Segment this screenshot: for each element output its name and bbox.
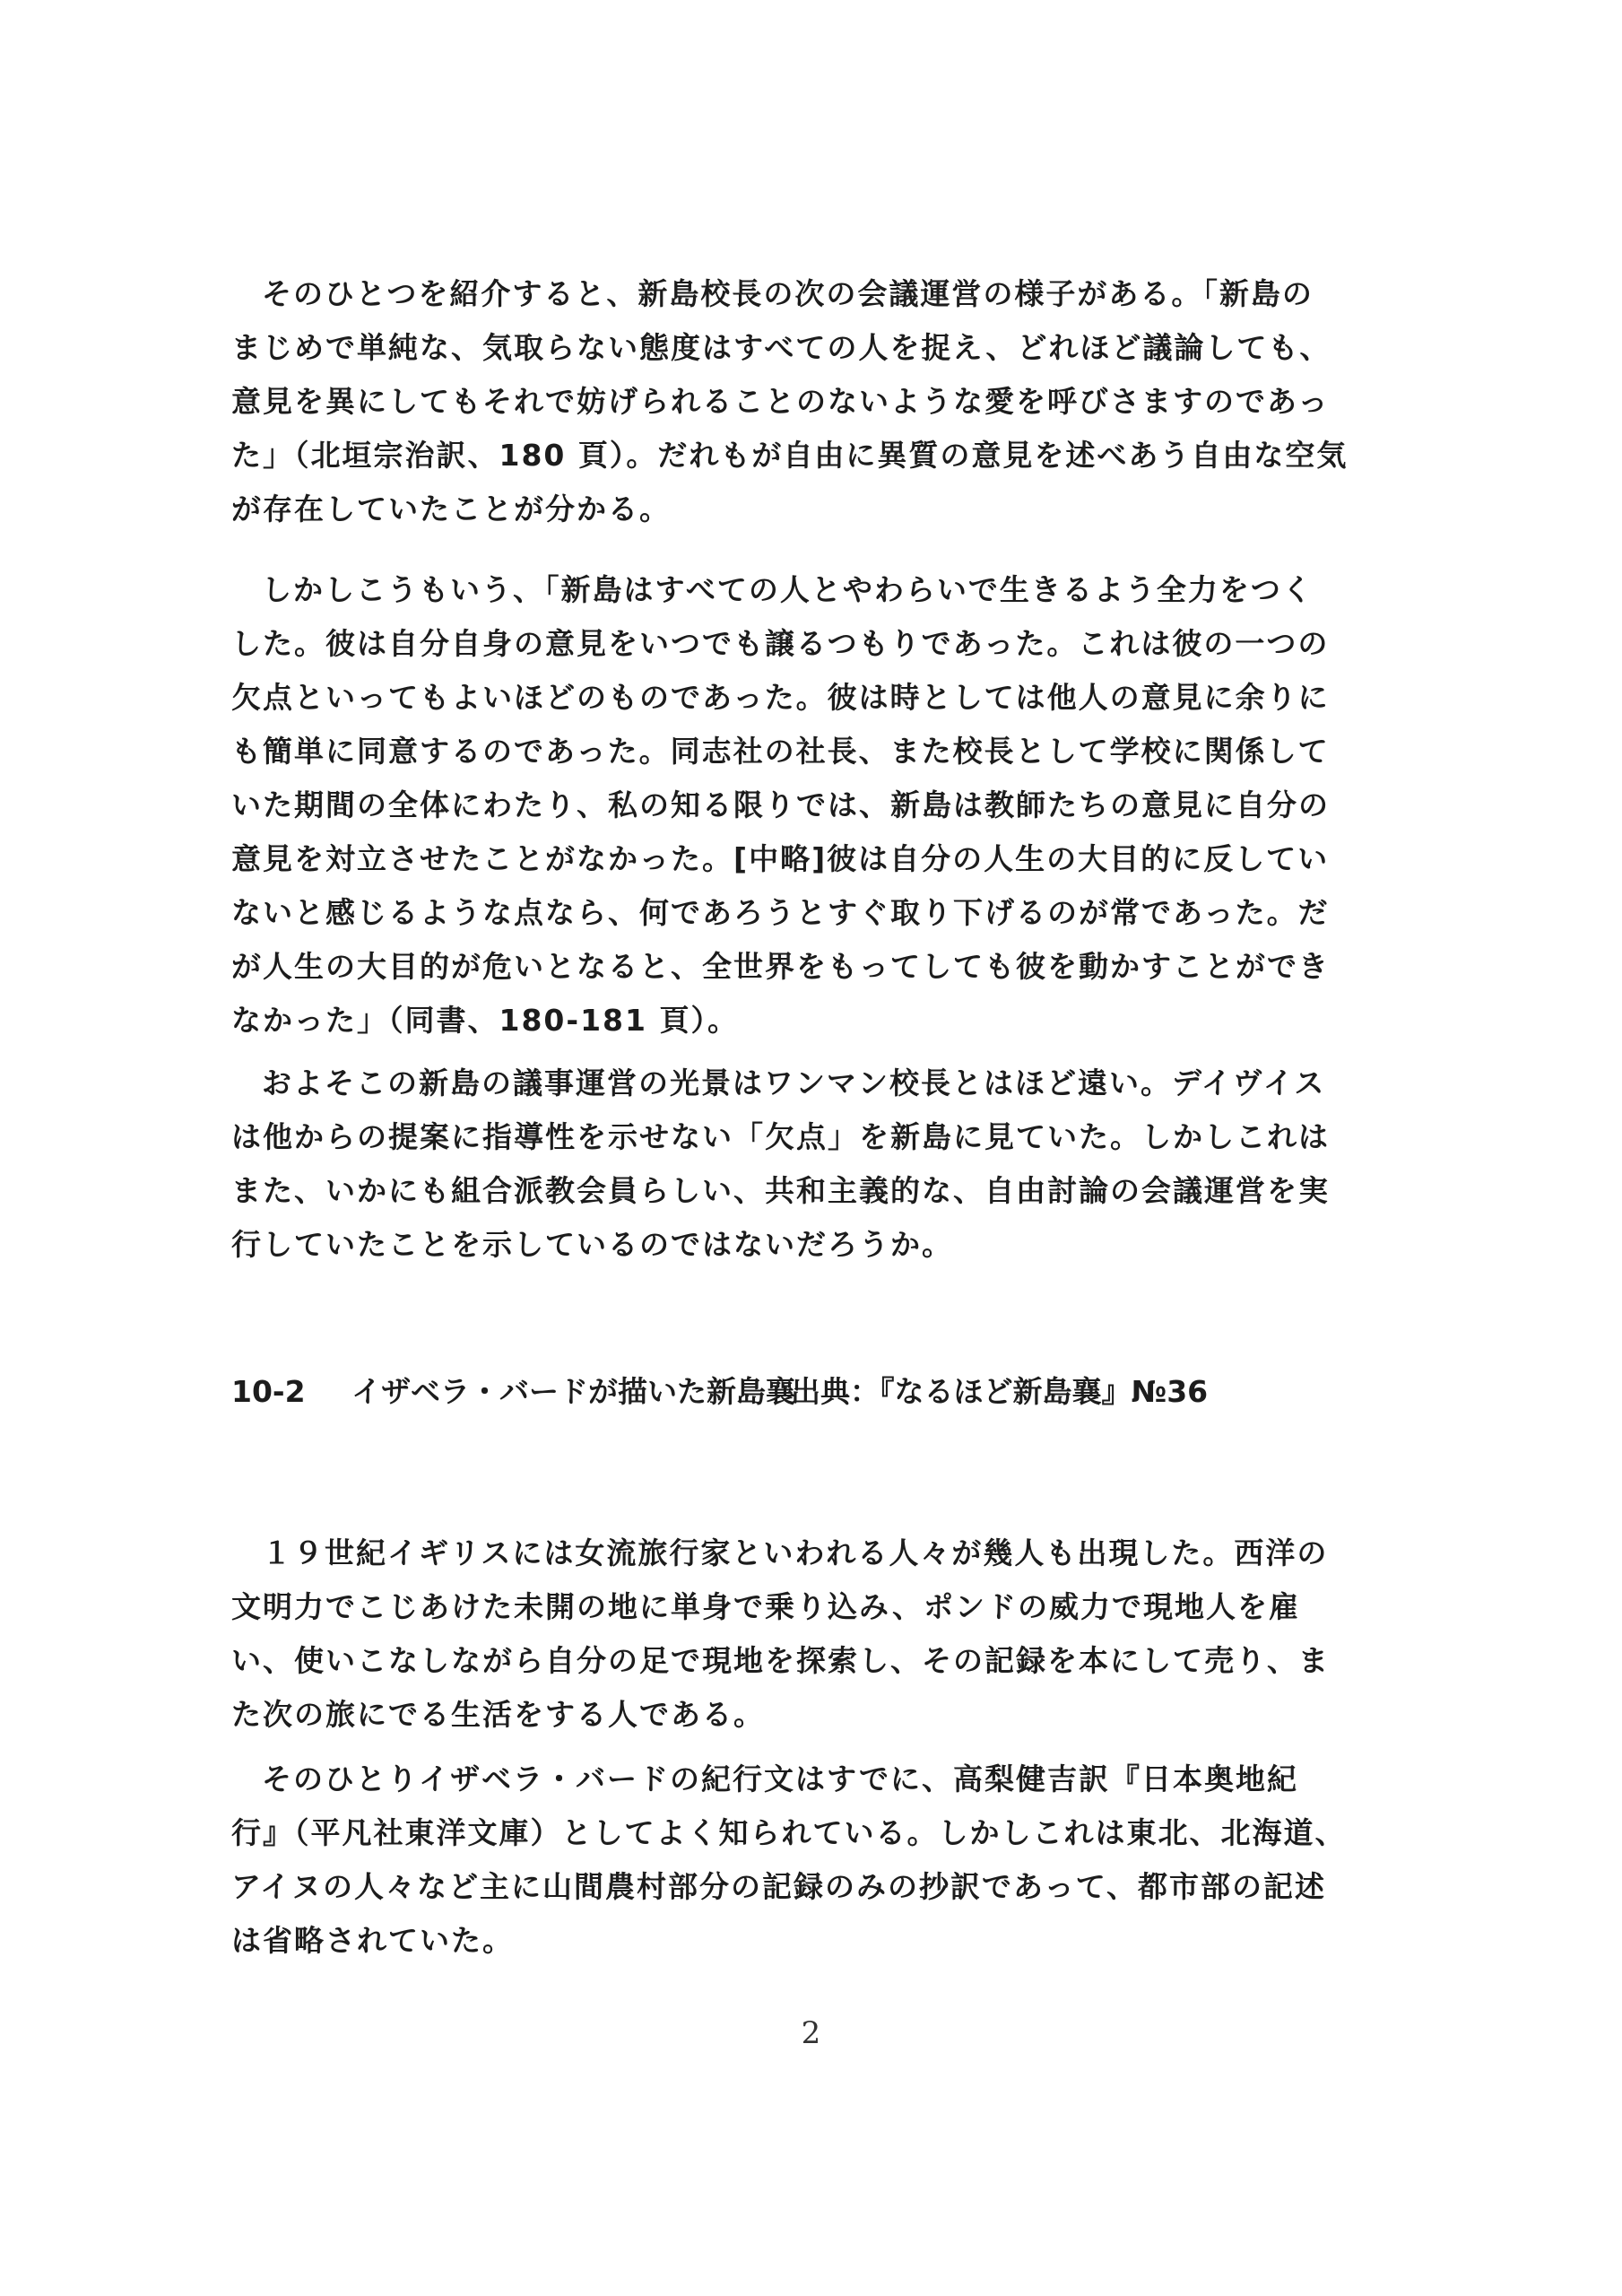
page-number: 2 (801, 2015, 821, 2051)
paragraph: そのひとりイザベラ・バードの紀行文はすでに、高梨健吉訳『日本奥地紀 行』（平凡社東洋文庫）としてよく知られている。しかしこれは東北、北海道、 アイヌの人々など主に山間農村部分の記録のみの抄訳であって、都市部の記述 は省略されていた。 (231, 1761, 1347, 1958)
paragraph: およそこの新島の議事運営の光景はワンマン校長とはほど遠い。デイヴイス は他からの提案に指導性を示せない「欠点」を新島に見ていた。しかしこれは また、いかにも組合派教会員らしい、共和主義的な、自由討論の会議運営を実 行していたことを示しているのではないだろうか。 (231, 1065, 1330, 1262)
section-source: 出典：『なるほど新島襄』№36 (791, 1374, 1209, 1409)
section-title: イザベラ・バードが描いた新島襄 (351, 1374, 795, 1409)
paragraph-block-5 (231, 1752, 1397, 1968)
paragraph-block-3 (231, 1057, 1397, 1272)
paragraph-block-1 (231, 267, 1397, 536)
paragraph-block-2 (231, 563, 1397, 1048)
paragraph: １９世紀イギリスには女流旅行家といわれる人々が幾人も出現した。西洋の 文明力でこじあけた未開の地に単身で乗り込み、ポンドの威力で現地人を雇 い、使いこなしながら自分の足で現地を探索し、その記録を本にして売り、ま た次の旅にでる生活をする人である。 (231, 1535, 1330, 1732)
section-number: 10-2 (231, 1374, 306, 1409)
paragraph: しかしこうもいう、「新島はすべての人とやわらいで生きるよう全力をつく した。彼は自分自身の意見をいつでも譲るつもりであった。これは彼の一つの 欠点といってもよいほどのものであった。彼は時としては他人の意見に余りに も簡単に同意するのであった。同志社の社長、また校長として学校に関係して いた期間の全体にわたり、私の知る限りでは、新島は教師たちの意見に自分の 意見を対立させたことがなかった。[中略]彼は自分の人生の大目的に反してい ないと感じるような点なら、何であろうとすぐ取り下げるのが常であった。だ が人生の大目的が危いとなると、全世界をもってしても彼を動かすことができ なかった」（同書、180-181 頁）。 (231, 572, 1330, 1038)
section-heading (231, 1365, 1397, 1419)
paragraph: そのひとつを紹介すると、新島校長の次の会議運営の様子がある。「新島の まじめで単純な、気取らない態度はすべての人を捉え、どれほど議論しても、 意見を異にしてもそれで妨げられることのないような愛を呼びさますのであっ た」（北垣宗治訳、180 頁）。だれもが自由に異質の意見を述べあう自由な空気 が存在していたことが分かる。 (231, 276, 1349, 526)
paragraph-block-4 (231, 1526, 1397, 1742)
